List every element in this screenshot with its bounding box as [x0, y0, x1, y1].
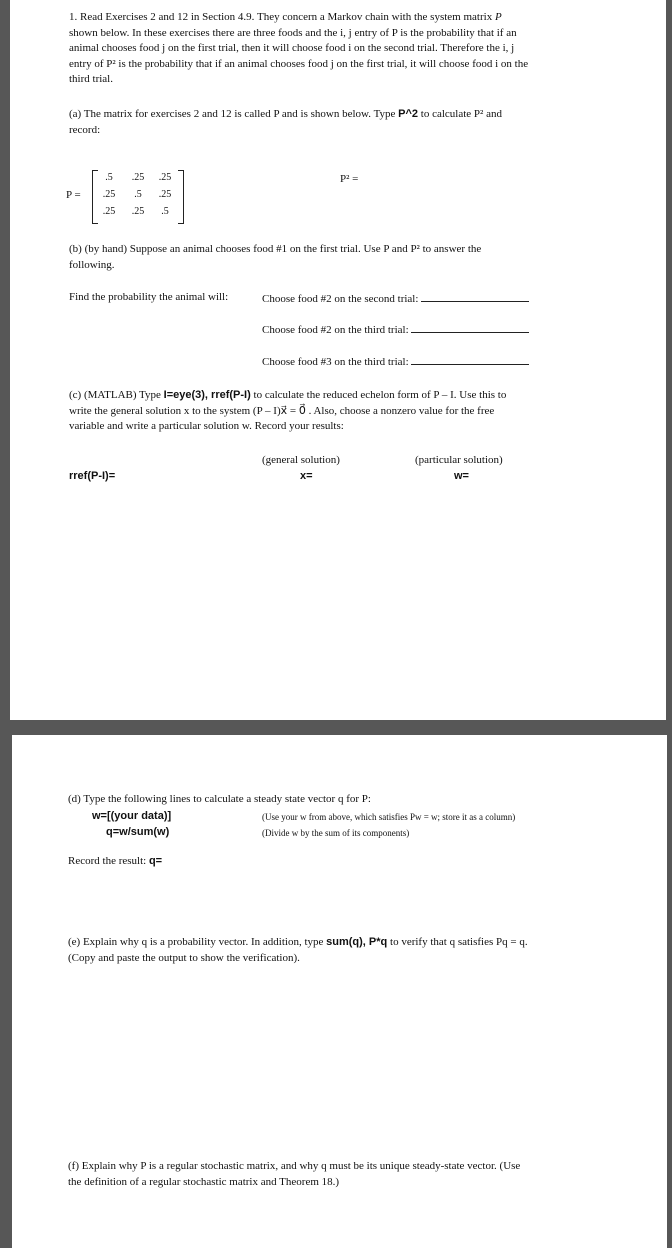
matrix-cell: .5	[134, 189, 142, 200]
record-result: Record the result: q=	[68, 855, 163, 867]
question-1: Choose food #2 on the second trial:	[262, 290, 529, 307]
matrix-cell: .5	[105, 172, 113, 183]
matrix-cell: .25	[158, 189, 172, 200]
page-2	[12, 735, 667, 1248]
code-line-2: q=w/sum(w)	[106, 826, 170, 838]
part-d-text: (d) Type the following lines to calculate a steady state vector q for P:	[68, 793, 371, 805]
matrix-bracket-right	[178, 170, 184, 224]
question-2: Choose food #2 on the third trial:	[262, 321, 529, 338]
question-3: Choose food #3 on the third trial:	[262, 353, 529, 370]
page-1	[10, 0, 666, 720]
part-c-text: (c) (MATLAB) Type I=eye(3), rref(P-I) to calculate the reduced echelon form of P – I. Use this to write the general solution x to the system (P – I)x⃗ = 0⃗ . Also, choose a nonzero value for the free variable and write a particular solution w. Record your results:	[69, 389, 507, 432]
problem-intro: 1. Read Exercises 2 and 12 in Section 4.9. They concern a Markov chain with the system matrix P shown below. In these exercises there are three foods and the i, j entry of P is the probability that if an animal chooses food j on the first trial, then it will choose food i on the second trial. Therefore the i, j entry of P² is the probability that if an animal chooses food j on the first trial, it will choose food i on the third trial.	[69, 11, 529, 85]
matrix-cell: .25	[102, 189, 116, 200]
matrix-cell: .25	[131, 206, 145, 217]
code-line-1: w=[(your data)]	[92, 810, 172, 822]
command-rref: I=eye(3), rref(P-I)	[163, 389, 251, 401]
matrix-cell: .25	[102, 206, 116, 217]
part-b-lead: Find the probability the animal will:	[69, 291, 229, 303]
x-label: x=	[300, 470, 313, 482]
note-line-1: (Use your w from above, which satisfies Pw = w; store it as a column)	[262, 812, 516, 822]
w-label: w=	[454, 470, 469, 482]
note-line-2: (Divide w by the sum of its components)	[262, 828, 410, 838]
answer-blank[interactable]	[411, 321, 529, 333]
p2-label: P² =	[340, 173, 359, 185]
answer-blank[interactable]	[421, 290, 529, 302]
matrix-label: P =	[66, 189, 81, 201]
rref-label: rref(P-I)=	[69, 470, 116, 482]
matrix-p	[92, 170, 184, 224]
command-sum: sum(q), P*q	[326, 936, 388, 948]
answer-blank[interactable]	[411, 353, 529, 365]
matrix-cell: .25	[158, 172, 172, 183]
q-label: q=	[148, 855, 163, 867]
particular-solution-label: (particular solution)	[415, 454, 503, 466]
part-b-text: (b) (by hand) Suppose an animal chooses food #1 on the first trial. Use P and P² to answer the following.	[69, 243, 482, 271]
part-f-text: (f) Explain why P is a regular stochastic matrix, and why q must be its unique steady-state vector. (Use the definition of a regular stochastic matrix and Theorem 18.)	[68, 1160, 521, 1188]
matrix-cell: .25	[131, 172, 145, 183]
matrix-cell: .5	[161, 206, 169, 217]
general-solution-label: (general solution)	[262, 454, 340, 466]
command-p2: P^2	[398, 108, 419, 120]
part-e-text: (e) Explain why q is a probability vector. In addition, type sum(q), P*q to verify that q satisfies Pq = q. (Copy and paste the output to show the verification).	[68, 936, 528, 964]
part-a-text: (a) The matrix for exercises 2 and 12 is called P and is shown below. Type P^2 to calculate P² and record:	[69, 108, 502, 136]
